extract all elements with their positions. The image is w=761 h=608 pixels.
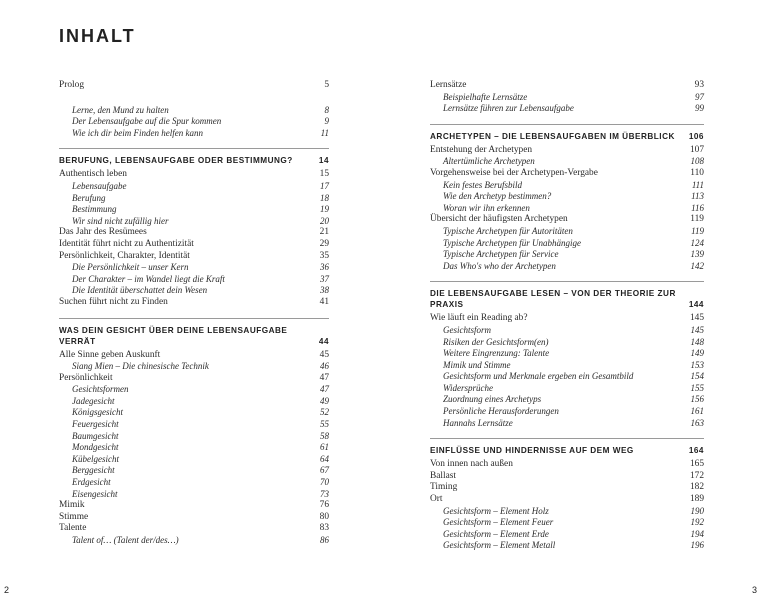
toc-page-number: 119: [691, 225, 704, 236]
toc-subentry: [430, 529, 704, 541]
toc-subentry: [59, 116, 329, 128]
toc-entry: [59, 80, 329, 92]
toc-page-number: 70: [320, 477, 329, 488]
toc-page-number: 46: [320, 361, 329, 372]
toc-entry: [59, 251, 329, 263]
toc-entry: [430, 471, 704, 483]
toc-entry: [59, 523, 329, 535]
toc-subentry: [430, 238, 704, 250]
toc-entry: [430, 459, 704, 471]
toc-page-number: 44: [318, 336, 329, 346]
toc-page-number: 155: [690, 382, 704, 393]
toc-title: Siang Mien – Die chinesische Technik: [72, 361, 209, 372]
toc-page-number: 189: [689, 494, 704, 505]
toc-title: Typische Archetypen für Unabhängige: [443, 237, 582, 248]
toc-title: Suchen führt nicht zu Finden: [59, 296, 168, 307]
toc-page-number: 182: [689, 482, 704, 493]
toc-title: Authentisch leben: [59, 169, 127, 180]
toc-page-number: 192: [690, 517, 704, 528]
toc-subentry: [430, 383, 704, 395]
toc-title: Übersicht der häufigsten Archetypen: [430, 214, 568, 225]
toc-title: Mondgesicht: [72, 442, 119, 453]
toc-title: Typische Archetypen für Autoritäten: [443, 225, 573, 236]
toc-title: EINFLÜSSE UND HINDERNISSE AUF DEM WEG: [430, 446, 634, 456]
toc-title: Gesichtsform – Element Feuer: [443, 517, 554, 528]
toc-title: Feuergesicht: [72, 419, 119, 430]
toc-subentry: [430, 203, 704, 215]
toc-entry: [430, 313, 704, 325]
toc-subentry: [430, 540, 704, 552]
toc-subentry: [430, 394, 704, 406]
toc-page-number: 73: [320, 488, 329, 499]
toc-title: ARCHETYPEN – DIE LEBENSAUFGABEN IM ÜBERBLICK: [430, 131, 675, 141]
toc-title: DIE LEBENSAUFGABE LESEN – VON DER THEORIE ZUR PRAXIS: [430, 289, 676, 310]
toc-title: Erdgesicht: [72, 477, 111, 488]
toc-title: Baumgesicht: [72, 430, 119, 441]
toc-page-number: 35: [319, 250, 329, 261]
toc-page-number: 97: [695, 91, 704, 102]
toc-subentry: [59, 535, 329, 547]
toc-entry: [430, 482, 704, 494]
toc-entry: [59, 239, 329, 251]
toc-section: [430, 124, 704, 142]
toc-page-number: 148: [690, 336, 704, 347]
toc-title: Vorgehensweise bei der Archetypen-Vergabe: [430, 167, 598, 178]
toc-title: Woran wir ihn erkennen: [443, 202, 530, 213]
toc-subentry: [59, 193, 329, 205]
toc-subentry: [59, 489, 329, 501]
toc-title: Wie den Archetyp bestimmen?: [443, 191, 552, 202]
toc-page-number: 93: [694, 80, 704, 90]
toc-subentry: [59, 407, 329, 419]
toc-page-number: 41: [319, 296, 329, 307]
toc-page-number: 107: [689, 144, 704, 155]
toc-page-number: 55: [320, 419, 329, 430]
toc-subentry: [430, 337, 704, 349]
toc-page-number: 61: [320, 442, 329, 453]
toc-title: Mimik: [59, 500, 85, 511]
toc-title: Gesichtsform – Element Metall: [443, 540, 556, 551]
toc-page-number: 64: [320, 453, 329, 464]
toc-subentry: [430, 371, 704, 383]
toc-subentry: [430, 517, 704, 529]
toc-title: Gesichtsformen: [72, 384, 129, 395]
toc-subentry: [430, 261, 704, 273]
toc-page-number: 18: [320, 192, 329, 203]
toc-page-number: 38: [320, 285, 329, 296]
toc-title: Berufung: [72, 192, 106, 203]
toc-subentry: [430, 506, 704, 518]
toc-page-number: 163: [690, 417, 704, 428]
toc-page-number: 67: [320, 465, 329, 476]
toc-page-number: 194: [690, 528, 704, 539]
toc-subentry: [430, 249, 704, 261]
page-title: INHALT: [59, 26, 136, 46]
toc-page-number: 124: [690, 237, 704, 248]
toc-page-number: 165: [689, 459, 704, 470]
toc-subentry: [430, 406, 704, 418]
toc-title: Von innen nach außen: [430, 459, 513, 470]
toc-page-number: 113: [691, 191, 704, 202]
toc-page-number: 21: [319, 227, 329, 238]
toc-left-column: [59, 80, 329, 547]
toc-entry: [430, 80, 704, 92]
toc-title: Talente: [59, 523, 87, 534]
toc-title: Jadegesicht: [72, 395, 115, 406]
toc-title: Das Who's who der Archetypen: [443, 260, 556, 271]
toc-subentry: [59, 477, 329, 489]
toc-section: [430, 438, 704, 456]
toc-subentry: [59, 442, 329, 454]
toc-page-number: 139: [690, 249, 704, 260]
toc-entry: [59, 350, 329, 362]
toc-page-number: 15: [319, 169, 329, 180]
toc-entry: [59, 512, 329, 524]
toc-page-number: 9: [324, 116, 329, 127]
toc-title: Das Jahr des Resümees: [59, 227, 147, 238]
toc-subentry: [59, 454, 329, 466]
toc-subentry: [59, 431, 329, 443]
toc-entry: [59, 373, 329, 385]
toc-subentry: [430, 191, 704, 203]
toc-subentry: [430, 325, 704, 337]
toc-title: Identität führt nicht zu Authentizität: [59, 238, 194, 249]
toc-page-number: 45: [319, 349, 329, 360]
toc-page-number: 110: [690, 167, 704, 178]
toc-page-number: 106: [688, 131, 704, 141]
page-number-right: 3: [751, 585, 757, 595]
toc-entry: [430, 214, 704, 226]
toc-entry: [59, 297, 329, 309]
toc-page-number: 36: [320, 262, 329, 273]
toc-page-number: 11: [320, 127, 329, 138]
toc-subentry: [59, 128, 329, 140]
toc-title: Lernsätze führen zur Lebensaufgabe: [443, 103, 574, 114]
toc-page-number: 153: [690, 359, 704, 370]
toc-title: WAS DEIN GESICHT ÜBER DEINE LEBENSAUFGABE VERRÄT: [59, 325, 288, 346]
toc-subentry: [430, 103, 704, 115]
toc-page-number: 149: [690, 348, 704, 359]
toc-title: Lebensaufgabe: [72, 180, 127, 191]
toc-title: Ort: [430, 494, 443, 505]
toc-right-column: [430, 80, 704, 552]
toc-page-number: 161: [690, 406, 704, 417]
toc-page-number: 52: [320, 407, 329, 418]
toc-subentry: [430, 360, 704, 372]
toc-subentry: [59, 181, 329, 193]
toc-title: Wie ich dir beim Finden helfen kann: [72, 127, 203, 138]
toc-page-number: 144: [688, 300, 704, 310]
toc-entry: [59, 500, 329, 512]
toc-page-number: 8: [324, 104, 329, 115]
toc-subentry: [430, 92, 704, 104]
toc-page-number: 86: [320, 535, 329, 545]
toc-page-number: 172: [689, 470, 704, 481]
toc-subentry: [430, 348, 704, 360]
toc-subentry: [430, 156, 704, 168]
toc-title: Timing: [430, 482, 458, 493]
toc-page-number: 190: [690, 505, 704, 516]
toc-title: Wir sind nicht zufällig hier: [72, 215, 169, 226]
toc-title: Bestimmung: [72, 204, 117, 215]
toc-title: Hannahs Lernsätze: [443, 417, 513, 428]
toc-page-number: 116: [691, 202, 704, 213]
toc-page-number: 5: [324, 80, 329, 90]
toc-entry: [430, 168, 704, 180]
toc-entry: [430, 145, 704, 157]
toc-page-number: 164: [688, 446, 704, 456]
toc-page-number: 49: [320, 395, 329, 406]
toc-subentry: [59, 105, 329, 117]
toc-subentry: [59, 274, 329, 286]
toc-title: BERUFUNG, LEBENSAUFGABE ODER BESTIMMUNG?: [59, 156, 293, 166]
toc-subentry: [430, 180, 704, 192]
toc-title: Berggesicht: [72, 465, 115, 476]
toc-subentry: [430, 226, 704, 238]
toc-subentry: [59, 285, 329, 297]
toc-page-number: 99: [695, 103, 704, 114]
toc-entry: [59, 227, 329, 239]
toc-title: Gesichtsform: [443, 324, 491, 335]
toc-title: Alle Sinne geben Auskunft: [59, 349, 161, 360]
toc-page-number: 19: [320, 204, 329, 215]
toc-page-number: 47: [319, 372, 329, 383]
toc-title: Lernsätze: [430, 80, 467, 90]
toc-page-number: 20: [320, 215, 329, 226]
toc-title: Risiken der Gesichtsform(en): [443, 336, 549, 347]
page-number-left: 2: [4, 585, 10, 595]
toc-title: Gesichtsform – Element Erde: [443, 528, 549, 539]
toc-title: Talent of… (Talent der/des…): [72, 535, 179, 545]
toc-title: Der Charakter – im Wandel liegt die Kraft: [72, 273, 225, 284]
toc-title: Eisengesicht: [72, 488, 118, 499]
toc-title: Gesichtsform und Merkmale ergeben ein Gesamtbild: [443, 371, 634, 382]
toc-title: Persönlichkeit, Charakter, Identität: [59, 250, 190, 261]
toc-title: Lerne, den Mund zu halten: [72, 104, 169, 115]
toc-title: Kübelgesicht: [72, 453, 119, 464]
spacer: [59, 92, 329, 105]
toc-page-number: 145: [690, 324, 704, 335]
toc-page-number: 111: [691, 179, 704, 190]
toc-entry: [59, 169, 329, 181]
toc-title: Zuordnung eines Archetyps: [443, 394, 542, 405]
toc-title: Mimik und Stimme: [443, 359, 511, 370]
toc-title: Die Identität überschattet dein Wesen: [72, 285, 208, 296]
toc-title: Entstehung der Archetypen: [430, 144, 533, 155]
toc-page-number: 80: [319, 511, 329, 522]
toc-page-number: 108: [690, 156, 704, 167]
toc-subentry: [59, 204, 329, 216]
toc-page-number: 37: [320, 273, 329, 284]
toc-page-number: 76: [319, 500, 329, 511]
toc-page-number: 83: [319, 523, 329, 534]
toc-title: Die Persönlichkeit – unser Kern: [72, 262, 189, 273]
toc-page-number: 29: [319, 238, 329, 249]
toc-subentry: [59, 216, 329, 228]
toc-page-number: 142: [690, 260, 704, 271]
toc-title: Weitere Eingrenzung: Talente: [443, 348, 550, 359]
toc-subentry: [59, 262, 329, 274]
toc-title: Königsgesicht: [72, 407, 123, 418]
toc-title: Der Lebensaufgabe auf die Spur kommen: [72, 116, 222, 127]
toc-title: Prolog: [59, 80, 85, 90]
toc-title: Beispielhafte Lernsätze: [443, 91, 528, 102]
toc-page-number: 47: [320, 384, 329, 395]
toc-subentry: [59, 361, 329, 373]
toc-title: Stimme: [59, 511, 89, 522]
toc-page-number: 145: [689, 313, 704, 324]
toc-subentry: [59, 465, 329, 477]
toc-page-number: 156: [690, 394, 704, 405]
toc-page-number: 58: [320, 430, 329, 441]
toc-section: [59, 318, 329, 347]
toc-subentry: [59, 396, 329, 408]
toc-title: Widersprüche: [443, 382, 493, 393]
toc-page-number: 119: [690, 214, 704, 225]
toc-title: Gesichtsform – Element Holz: [443, 505, 549, 516]
toc-title: Wie läuft ein Reading ab?: [430, 313, 528, 324]
toc-page-number: 196: [690, 540, 704, 551]
toc-title: Persönlichkeit: [59, 372, 113, 383]
toc-title: Kein festes Berufsbild: [443, 179, 522, 190]
toc-title: Persönliche Herausforderungen: [443, 406, 559, 417]
toc-page-number: 154: [690, 371, 704, 382]
toc-section: [430, 281, 704, 310]
toc-subentry: [430, 418, 704, 430]
toc-subentry: [59, 419, 329, 431]
toc-title: Ballast: [430, 470, 457, 481]
toc-page-number: 17: [320, 180, 329, 191]
toc-entry: [430, 494, 704, 506]
toc-title: Altertümliche Archetypen: [443, 156, 535, 167]
toc-page-number: 14: [318, 156, 329, 166]
toc-title: Typische Archetypen für Service: [443, 249, 559, 260]
toc-subentry: [59, 384, 329, 396]
toc-section: [59, 148, 329, 166]
